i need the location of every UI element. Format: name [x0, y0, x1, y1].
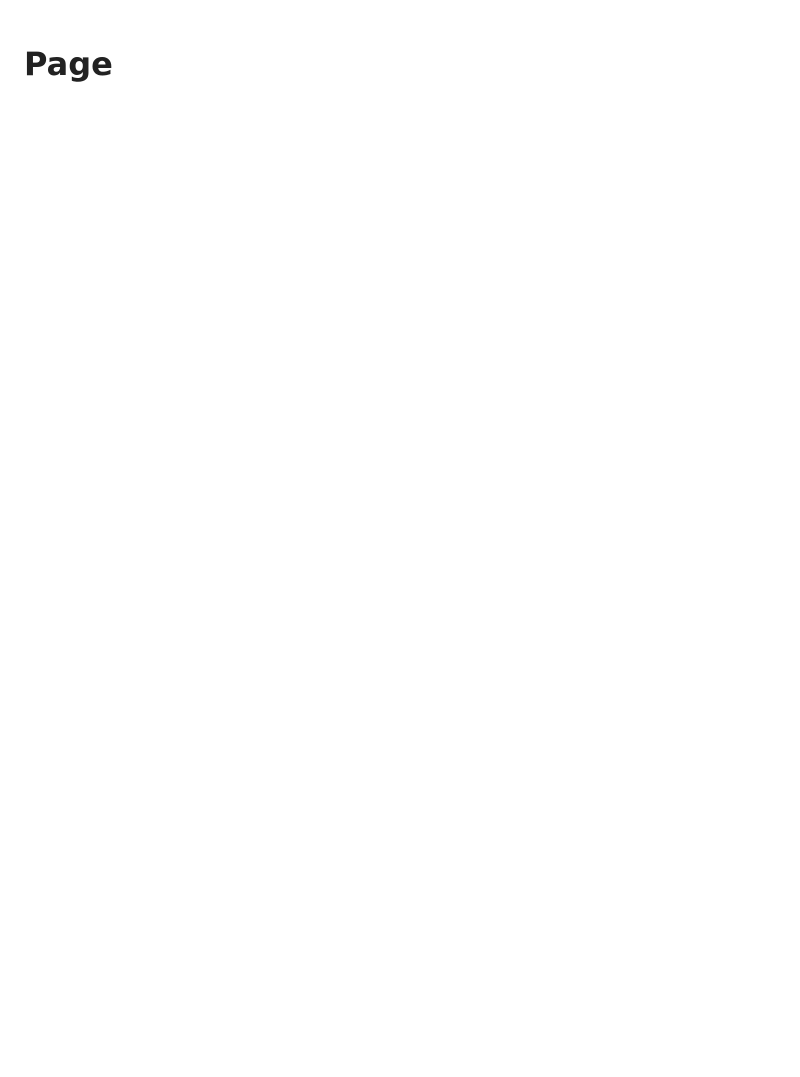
page-title: Page — [24, 45, 113, 84]
